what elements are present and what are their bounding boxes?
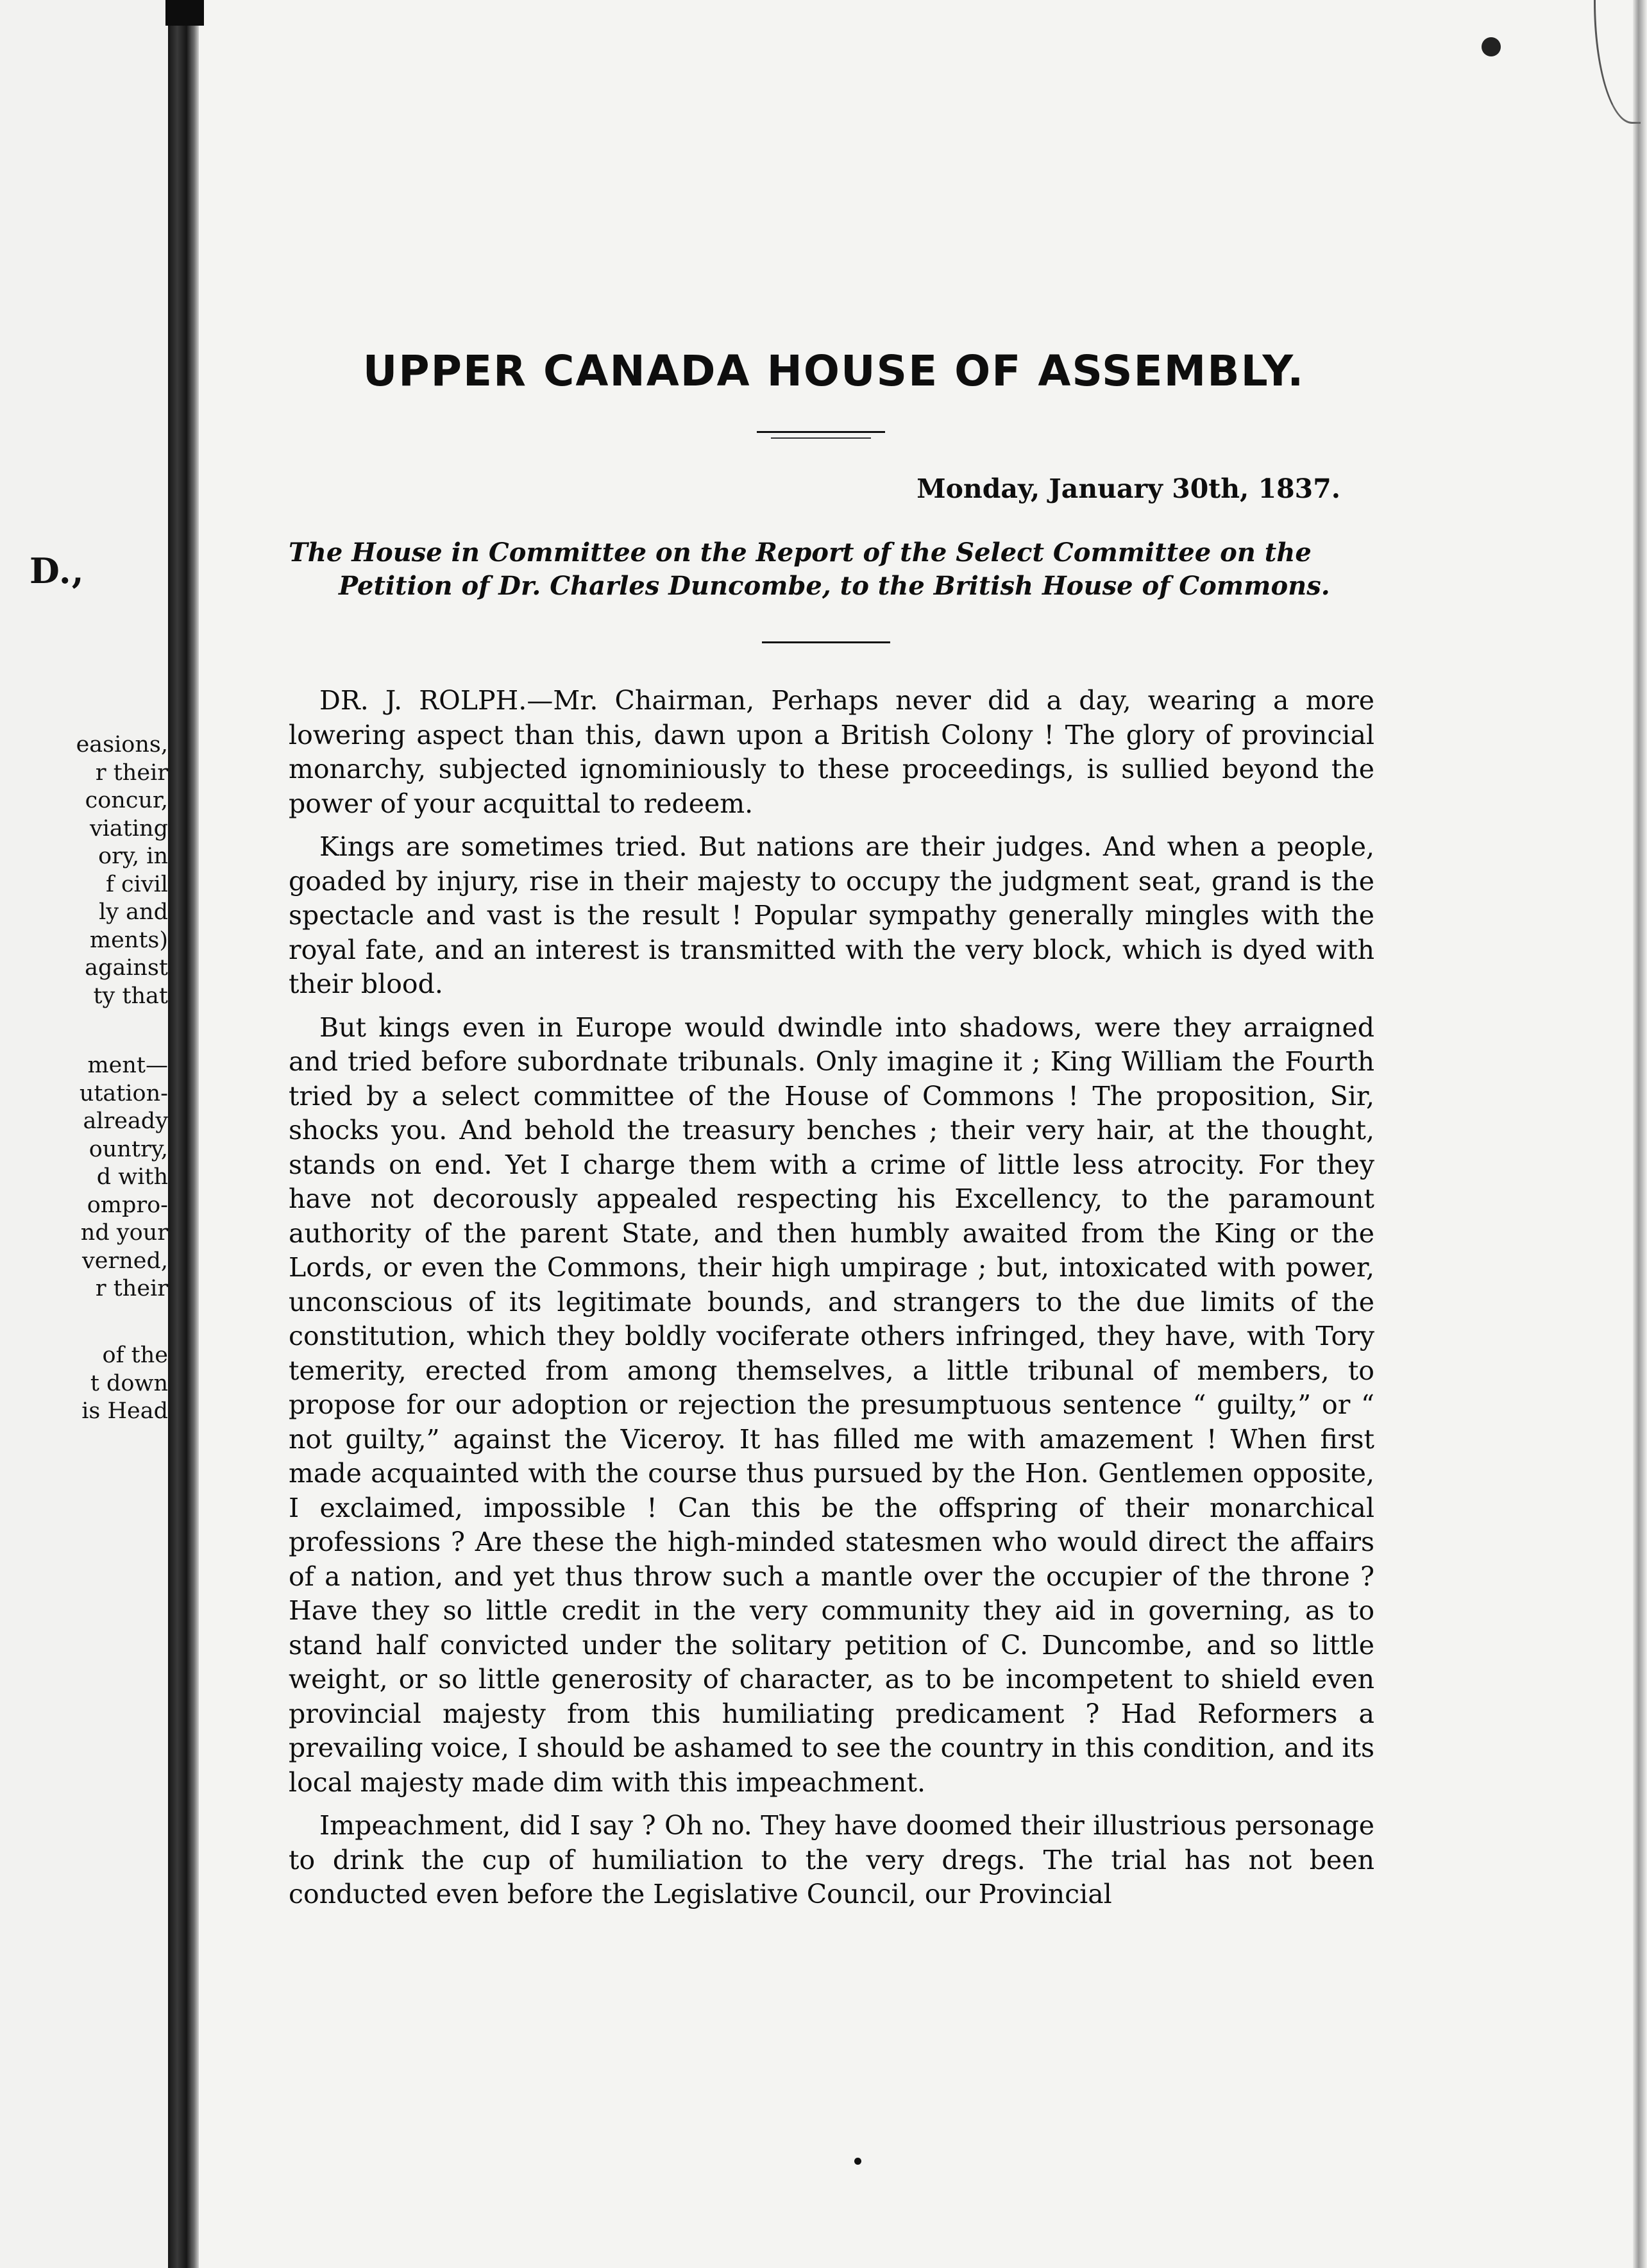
left-page-fragments-3 [14,1342,168,1426]
left-page-fragment-line: r their [95,759,168,786]
session-date: Monday, January 30th, 1837. [916,473,1340,504]
paragraph: But kings even in Europe would dwindle into shadows, were they arraigned and tried before subordnate tribunals. Only imagine it ; King William the Fourth tried by a select committee of the House of Commons ! The proposition, Sir, shocks you. And behold the treasury benches ; their very hair, at the thought, stands on end. Yet I charge them with a crime of little less atrocity. For they have not decorously appealed respecting his Excellency, to the paramount authority of the parent State, and then humbly awaited from the King or the Lords, or even the Commons, their high umpirage ; but, intoxicated with power, unconscious of its legitimate bounds, and strangers to the due limits of the constitution, which they boldly vociferate others infringed, they have, with Tory temerity, erected from among themselves, a little tribunal of members, to propose for our adoption or rejection the presumptuous sentence “ guilty,” or “ not guilty,” against the Viceroy. It has filled me with amazement ! When first made acquainted with the course thus pursued by the Hon. Gentlemen opposite, I exclaimed, impossible ! Can this be the offspring of their monarchical professions ? Are these the high-minded statesmen who would direct the affairs of a nation, and yet thus throw such a mantle over the occupier of the throne ? Have they so little credit in the very community they aid in governing, as to stand half convicted under the solitary petition of C. Duncombe, and so little weight, or so little generosity of character, as to be incompetent to shield even provincial majesty from this humiliating predicament ? Had Reformers a prevailing voice, I should be ashamed to see the country in this condition, and its local majesty made dim with this impeachment. [289,1011,1374,1798]
left-page-fragment-line: d with [96,1164,168,1190]
left-page-fragment-line: ory, in [98,843,168,869]
ink-spot [1482,37,1501,56]
left-page-fragment-line: concur, [85,788,168,813]
gutter-shadow [165,0,204,26]
page-title: UPPER CANADA HOUSE OF ASSEMBLY. [362,346,1305,396]
left-page-fragment-line: ments) [89,927,168,953]
book-gutter [168,0,199,2268]
left-page-fragments-2 [14,1052,168,1303]
paragraph: Impeachment, did I say ? Oh no. They have doomed their illustrious personage to drink the cup of humiliation to the very dregs. The trial has not been conducted even before the Legislative Council, our Provincial [289,1810,1374,1909]
left-page-fragment-line: verned, [81,1248,168,1274]
left-page-fragment-line: f civil [105,871,168,897]
left-page-fragment-line: ty that [93,983,168,1009]
title-rule [757,431,885,433]
left-page-fragment-line: easions, [76,732,168,757]
page-corner-curl [1594,0,1641,124]
left-page-initial: D., [30,550,85,591]
page-edge [1633,0,1647,2268]
left-page-fragments-1 [14,731,168,1010]
left-page-fragment-line: against [85,955,168,981]
left-facing-page [0,0,168,2268]
left-page-fragment-line: t down [90,1370,168,1396]
left-page-fragment-line: ompro- [87,1192,168,1218]
left-page-fragment-line: ly and [99,899,168,925]
paragraph: Kings are sometimes tried. But nations are their judges. And when a people, goaded by injury, rise in their majesty to occupy the judgment seat, grand is the spectacle and vast is the result ! Popular sympathy generally mingles with the royal fate, and an interest is transmitted with the very block, which is dyed with their blood. [289,831,1374,999]
left-page-fragment-line: ment— [87,1053,168,1078]
left-page-fragment-line: utation- [79,1080,168,1106]
left-page-fragment-line: viating [89,815,168,842]
left-page-fragment-line: already [83,1108,168,1134]
left-page-fragment-line: r their [95,1276,168,1301]
document-page [282,0,1385,2268]
subheading-line-2: Petition of Dr. Charles Duncombe, to the British House of Commons. [339,571,1330,601]
body-text [289,684,1374,1921]
subheading-line-1: The House in Committee on the Report of the Select Committee on the [289,537,1312,568]
subheading [282,536,1372,603]
section-rule [762,641,890,643]
left-page-fragment-line: of the [102,1342,168,1368]
left-page-fragment-line: nd your [80,1220,168,1246]
title-rule-thin [771,437,871,439]
left-page-fragment-line: ountry, [89,1136,168,1162]
paragraph: DR. J. ROLPH.—Mr. Chairman, Perhaps never did a day, wearing a more lowering aspect than this, dawn upon a British Colony ! The glory of provincial monarchy, subjected ignominiously to these proceedings, is sullied beyond the power of your acquittal to redeem. [289,685,1374,819]
left-page-fragment-line: is Head [81,1398,168,1424]
